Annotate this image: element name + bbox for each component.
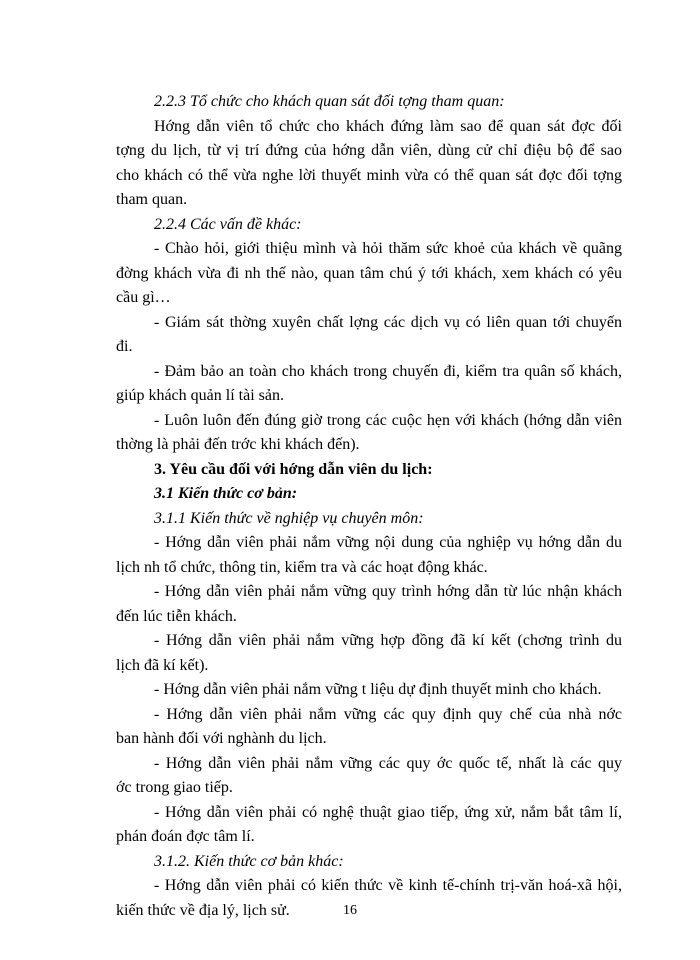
page-number: 16 <box>343 903 357 918</box>
list-item-line: - Hớng dẫn viên phải nắm vững t liệu dự định thuyết minh cho khách. <box>154 681 602 698</box>
list-item-line: đến lúc tiễn khách. <box>116 607 237 625</box>
list-item-line: đờng khách vừa đi nh thế nào, quan tâm chú ý tới khách, xem khách có yêu <box>116 264 622 282</box>
heading-2-2-4: 2.2.4 Các vấn đề khác: <box>154 215 302 233</box>
list-item-line: - Đảm bảo an toàn cho khách trong chuyến đi, kiểm tra quân số khách, <box>154 362 622 380</box>
list-item-line: lịch nh tổ chức, thông tin, kiểm tra và các hoạt động khác. <box>116 558 488 576</box>
paragraph-line: tợng du lịch, từ vị trí đứng của hớng dẫn viên, dùng cử chỉ điệu bộ để sao <box>116 142 622 159</box>
page-content <box>116 90 622 923</box>
list-item-line: - Chào hỏi, giới thiệu mình và hỏi thăm sức khoẻ của khách về quãng <box>154 240 622 257</box>
list-item-line: - Hớng dẫn viên phải nắm vững hợp đồng đã kí kết (chơng trình du <box>154 632 622 649</box>
list-item-line: - Hớng dẫn viên phải có nghệ thuật giao tiếp, ứng xử, nắm bắt tâm lí, <box>154 803 622 821</box>
heading-3-1-2: 3.1.2. Kiến thức cơ bản khác: <box>154 852 344 870</box>
list-item-line: - Hớng dẫn viên phải nắm vững nội dung của nghiệp vụ hớng dẫn du <box>154 534 622 551</box>
list-item-line: cầu gì… <box>116 289 171 306</box>
list-item-line: kiến thức về địa lý, lịch sử. <box>116 901 290 919</box>
heading-3-1: 3.1 Kiến thức cơ bản: <box>154 485 298 502</box>
list-item-line: thờng là phải đến trớc khi khách đến). <box>116 436 360 453</box>
list-item-line: ớc trong giao tiếp. <box>116 779 233 796</box>
list-item-line: ban hành đối với nghành du lịch. <box>116 730 327 747</box>
list-item-line: lịch đã kí kết). <box>116 656 209 674</box>
list-item-line: - Giám sát thờng xuyên chất lợng các dịch vụ có liên quan tới chuyến <box>154 313 622 331</box>
list-item-line: giúp khách quản lí tài sản. <box>116 387 284 404</box>
heading-3-1-1: 3.1.1 Kiến thức về nghiệp vụ chuyên môn: <box>154 509 424 527</box>
heading-3: 3. Yêu cầu đối với hớng dẫn viên du lịch: <box>154 460 433 478</box>
list-item-line: - Hớng dẫn viên phải có kiến thức về kinh tế-chính trị-văn hoá-xã hội, <box>154 877 622 894</box>
heading-2-2-3: 2.2.3 Tổ chức cho khách quan sát đối tợng tham quan: <box>154 93 505 110</box>
list-item-line: - Luôn luôn đến đúng giờ trong các cuộc hẹn với khách (hớng dẫn viên <box>154 411 622 429</box>
paragraph-line: cho khách có thể vừa nghe lời thuyết minh vừa có thể quan sát đợc đối tợng <box>116 166 622 184</box>
list-item-line: - Hớng dẫn viên phải nắm vững các quy định quy chế của nhà nớc <box>154 705 622 723</box>
list-item-line: - Hớng dẫn viên phải nắm vững quy trình hớng dẫn từ lúc nhận khách <box>154 583 622 600</box>
list-item-line: - Hớng dẫn viên phải nắm vững các quy ớc quốc tế, nhất là các quy <box>154 754 622 772</box>
paragraph-line: Hớng dẫn viên tổ chức cho khách đứng làm sao để quan sát đợc đối <box>154 117 622 135</box>
paragraph-line: tham quan. <box>116 191 188 208</box>
list-item-line: đi. <box>116 338 133 355</box>
list-item-line: phán đoán đợc tâm lí. <box>116 828 255 845</box>
